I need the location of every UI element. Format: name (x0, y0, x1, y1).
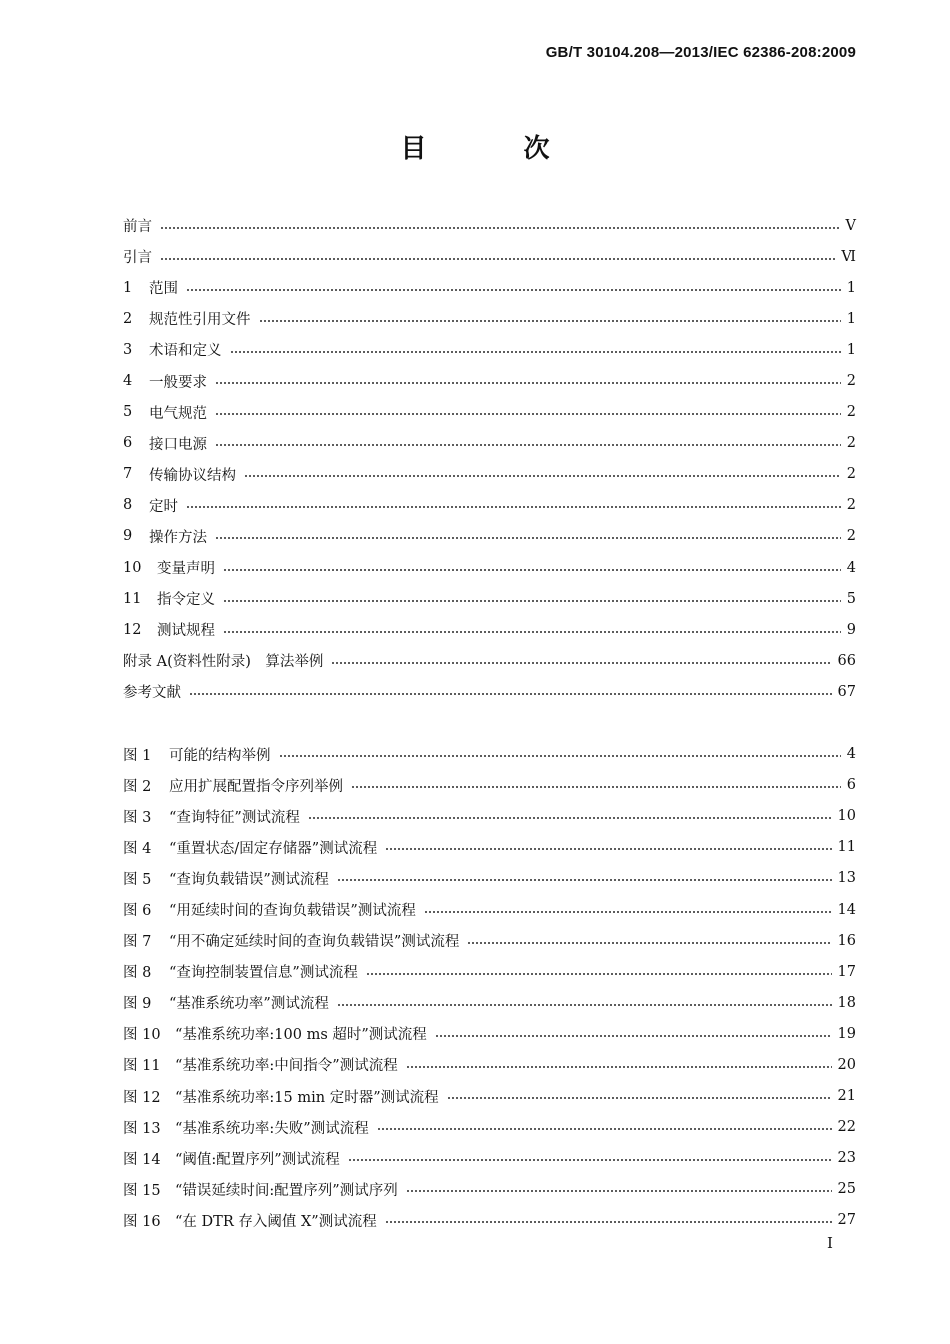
toc-entry[interactable] (123, 210, 856, 241)
entry-page: 10 (837, 808, 856, 825)
entry-number: 5 (123, 404, 133, 421)
entry-number: 图 8 (123, 965, 152, 982)
entry-page: 67 (837, 683, 856, 700)
entry-number: 图 4 (123, 840, 152, 857)
figure-entry[interactable] (123, 1081, 856, 1112)
toc-entry[interactable] (123, 397, 856, 428)
entry-title: “重置状态/固定存储器”测试流程 (169, 840, 378, 857)
entry-title: 参考文献 (123, 685, 181, 702)
entry-title: 可能的结构举例 (169, 747, 271, 764)
figure-entry[interactable] (123, 1174, 856, 1205)
table-of-contents (123, 210, 856, 1236)
entry-number: 图 7 (123, 934, 152, 951)
entry-page: 4 (846, 746, 856, 763)
entry-title: “查询控制装置信息”测试流程 (169, 965, 358, 982)
entry-page: 2 (846, 404, 856, 421)
entry-number: 8 (123, 497, 133, 514)
entry-title: 指令定义 (157, 592, 215, 609)
leader-dots (215, 442, 841, 448)
entry-page: 1 (846, 341, 856, 358)
toc-list (123, 210, 856, 708)
entry-number: 2 (123, 310, 133, 327)
leader-dots (279, 753, 841, 759)
entry-title: “基准系统功率:中间指令”测试流程 (175, 1058, 398, 1075)
entry-title: “用延续时间的查询负载错误”测试流程 (169, 903, 416, 920)
leader-dots (337, 1002, 832, 1008)
entry-number: 图 12 (123, 1089, 161, 1106)
entry-number: 图 16 (123, 1213, 161, 1230)
entry-number: 1 (123, 279, 133, 296)
toc-entry[interactable] (123, 241, 856, 272)
figure-entry[interactable] (123, 832, 856, 863)
toc-entry[interactable] (123, 521, 856, 552)
entry-page: 27 (837, 1212, 856, 1229)
entry-title: “在 DTR 存入阈值 X”测试流程 (175, 1213, 377, 1230)
toc-entry[interactable] (123, 428, 856, 459)
entry-number: 图 15 (123, 1182, 161, 1199)
leader-dots (259, 318, 841, 324)
leader-dots (244, 473, 841, 479)
entry-page: 21 (837, 1088, 856, 1105)
figure-entry[interactable] (123, 739, 856, 770)
leader-dots (424, 909, 832, 915)
entry-page: Ⅵ (841, 248, 856, 265)
entry-title: 范围 (149, 281, 178, 298)
entry-page: 20 (837, 1056, 856, 1073)
entry-page: 25 (837, 1181, 856, 1198)
toc-entry[interactable] (123, 490, 856, 521)
entry-number: 图 13 (123, 1120, 161, 1137)
entry-number: 图 5 (123, 871, 152, 888)
leader-dots (366, 971, 832, 977)
entry-title: “基准系统功率”测试流程 (169, 996, 329, 1013)
leader-dots (435, 1033, 832, 1039)
toc-entry[interactable] (123, 272, 856, 303)
leader-dots (406, 1064, 832, 1070)
entry-page: 18 (837, 994, 856, 1011)
leader-dots (223, 598, 841, 604)
leader-dots (385, 846, 831, 852)
leader-dots (348, 1157, 832, 1163)
entry-page: 16 (837, 932, 856, 949)
leader-dots (223, 567, 841, 573)
entry-title: 接口电源 (149, 436, 207, 453)
entry-number: 6 (123, 435, 133, 452)
entry-page: 22 (837, 1119, 856, 1136)
entry-title: 应用扩展配置指令序列举例 (169, 778, 343, 795)
entry-page: 2 (846, 497, 856, 514)
entry-title: 电气规范 (149, 405, 207, 422)
entry-page: 9 (846, 621, 856, 638)
entry-number: 图 1 (123, 747, 152, 764)
leader-dots (337, 877, 832, 883)
entry-page: 1 (846, 310, 856, 327)
entry-title: 操作方法 (149, 529, 207, 546)
entry-page: 5 (846, 590, 856, 607)
figure-entry[interactable] (123, 1112, 856, 1143)
section-gap (123, 708, 856, 739)
leader-dots (186, 504, 841, 510)
entry-title: 附录 A(资料性附录) 算法举例 (123, 654, 324, 671)
document-header: GB/T 30104.208—2013/IEC 62386-208:2009 (545, 44, 856, 61)
entry-page: 11 (837, 839, 856, 856)
entry-number: 3 (123, 341, 133, 358)
entry-number: 图 3 (123, 809, 152, 826)
entry-title: 前言 (123, 219, 152, 236)
entry-page: 2 (846, 373, 856, 390)
entry-page: Ⅴ (845, 217, 856, 234)
entry-title: 测试规程 (157, 623, 215, 640)
entry-title: “基准系统功率:失败”测试流程 (175, 1120, 369, 1137)
leader-dots (351, 784, 841, 790)
leader-dots (406, 1188, 832, 1194)
leader-dots (308, 815, 832, 821)
entry-title: 一般要求 (149, 374, 207, 391)
leader-dots (447, 1095, 832, 1101)
toc-entry[interactable] (123, 583, 856, 614)
figure-entry[interactable] (123, 1049, 856, 1080)
entry-title: “查询负载错误”测试流程 (169, 871, 329, 888)
figure-list (123, 739, 856, 1237)
entry-number: 7 (123, 466, 133, 483)
entry-number: 图 14 (123, 1151, 161, 1168)
toc-entry[interactable] (123, 303, 856, 334)
leader-dots (160, 256, 835, 262)
leader-dots (189, 691, 832, 697)
entry-page: 2 (846, 528, 856, 545)
entry-number: 图 10 (123, 1027, 161, 1044)
figure-entry[interactable] (123, 1018, 856, 1049)
toc-entry[interactable] (123, 676, 856, 707)
entry-title: “阈值:配置序列”测试流程 (175, 1151, 340, 1168)
leader-dots (230, 349, 841, 355)
entry-number: 图 6 (123, 903, 152, 920)
toc-entry[interactable] (123, 365, 856, 396)
entry-title: “基准系统功率:15 min 定时器”测试流程 (175, 1089, 439, 1106)
entry-title: 规范性引用文件 (149, 312, 251, 329)
leader-dots (186, 287, 841, 293)
figure-entry[interactable] (123, 1205, 856, 1236)
toc-entry[interactable] (123, 334, 856, 365)
entry-page: 1 (846, 279, 856, 296)
entry-page: 6 (846, 777, 856, 794)
entry-title: 传输协议结构 (149, 467, 236, 484)
entry-number: 图 11 (123, 1058, 161, 1075)
figure-entry[interactable] (123, 863, 856, 894)
entry-title: “错误延续时间:配置序列”测试序列 (175, 1182, 398, 1199)
entry-page: 23 (837, 1150, 856, 1167)
entry-number: 11 (123, 590, 142, 607)
entry-page: 4 (846, 559, 856, 576)
leader-dots (223, 629, 841, 635)
entry-title: “基准系统功率:100 ms 超时”测试流程 (175, 1027, 427, 1044)
toc-entry[interactable] (123, 459, 856, 490)
leader-dots (215, 380, 841, 386)
leader-dots (215, 411, 841, 417)
figure-entry[interactable] (123, 770, 856, 801)
entry-title: 变量声明 (157, 561, 215, 578)
entry-title: 术语和定义 (149, 343, 222, 360)
leader-dots (215, 535, 841, 541)
entry-title: 定时 (149, 498, 178, 515)
entry-page: 13 (837, 870, 856, 887)
toc-entry[interactable] (123, 614, 856, 645)
figure-entry[interactable] (123, 894, 856, 925)
leader-dots (331, 660, 831, 666)
entry-title: 引言 (123, 250, 152, 267)
figure-entry[interactable] (123, 956, 856, 987)
entry-page: 66 (837, 652, 856, 669)
entry-page: 14 (837, 901, 856, 918)
entry-number: 图 9 (123, 996, 152, 1013)
leader-dots (467, 940, 831, 946)
entry-title: “用不确定延续时间的查询负载错误”测试流程 (169, 934, 460, 951)
figure-entry[interactable] (123, 1143, 856, 1174)
entry-title: “查询特征”测试流程 (169, 809, 300, 826)
page-number: Ⅰ (827, 1234, 833, 1252)
figure-entry[interactable] (123, 925, 856, 956)
entry-number: 4 (123, 373, 133, 390)
entry-page: 2 (846, 435, 856, 452)
page-title: 目 次 (400, 134, 594, 164)
entry-page: 2 (846, 466, 856, 483)
leader-dots (160, 225, 840, 231)
toc-entry[interactable] (123, 645, 856, 676)
leader-dots (385, 1219, 832, 1225)
leader-dots (377, 1126, 832, 1132)
entry-number: 图 2 (123, 778, 152, 795)
figure-entry[interactable] (123, 987, 856, 1018)
entry-page: 17 (837, 963, 856, 980)
entry-number: 10 (123, 559, 142, 576)
entry-number: 12 (123, 621, 142, 638)
figure-entry[interactable] (123, 801, 856, 832)
entry-number: 9 (123, 528, 133, 545)
toc-entry[interactable] (123, 552, 856, 583)
entry-page: 19 (837, 1025, 856, 1042)
